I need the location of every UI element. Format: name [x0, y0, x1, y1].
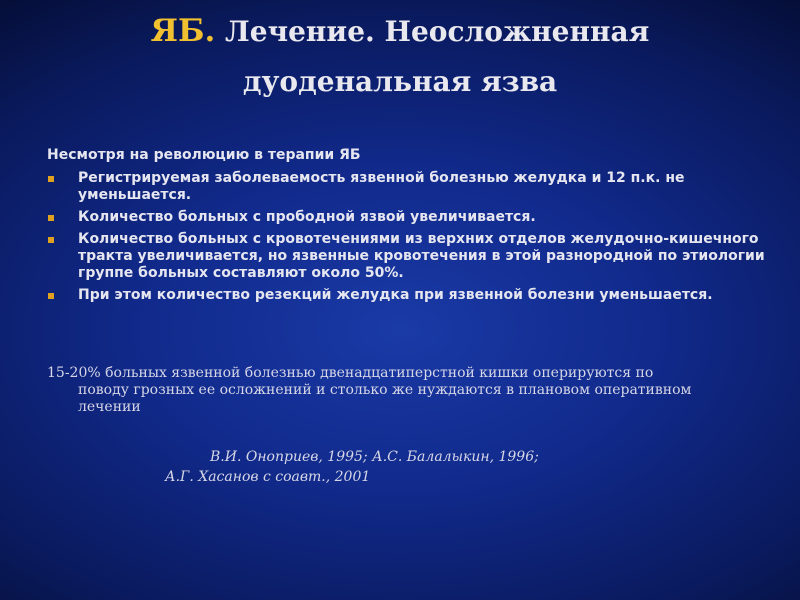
slide-title [0, 6, 800, 107]
title-accent: ЯБ. [150, 13, 216, 49]
title-line2: дуоденальная язва [242, 65, 558, 98]
square-bullet-icon [48, 176, 54, 182]
list-item [47, 170, 767, 204]
stat-rest: поводу грозных ее осложнений и столько же нуждаются в плановом оперативном лечении [78, 382, 692, 415]
intro-text: Несмотря на революцию в терапии ЯБ [47, 147, 361, 163]
list-item [47, 209, 767, 226]
stat-line1: 15-20% больных язвенной болезнью двенадцатиперстной кишки оперируются по [47, 365, 654, 381]
statistics-paragraph [47, 365, 747, 416]
square-bullet-icon [48, 215, 54, 221]
bullet-text: Регистрируемая заболеваемость язвенной болезнью желудка и 12 п.к. не уменьшается. [78, 170, 685, 203]
bullet-text: Количество больных с кровотечениями из верхних отделов желудочно-кишечного тракта увеличивается, но язвенные кровотечения в этой разнородной по этиологии группе больных составляют около 50%. [78, 231, 765, 281]
title-line1: Лечение. Неосложненная [215, 15, 650, 48]
bullet-text: При этом количество резекций желудка при язвенной болезни уменьшается. [78, 287, 713, 303]
square-bullet-icon [48, 293, 54, 299]
square-bullet-icon [48, 237, 54, 243]
reference-line2: А.Г. Хасанов с соавт., 2001 [165, 469, 371, 485]
list-item [47, 287, 767, 304]
reference-line1: В.И. Оноприев, 1995; А.С. Балалыкин, 1996; [210, 449, 539, 465]
bullet-text: Количество больных с прободной язвой увеличивается. [78, 209, 536, 225]
bullet-list [47, 170, 767, 309]
list-item [47, 231, 767, 282]
